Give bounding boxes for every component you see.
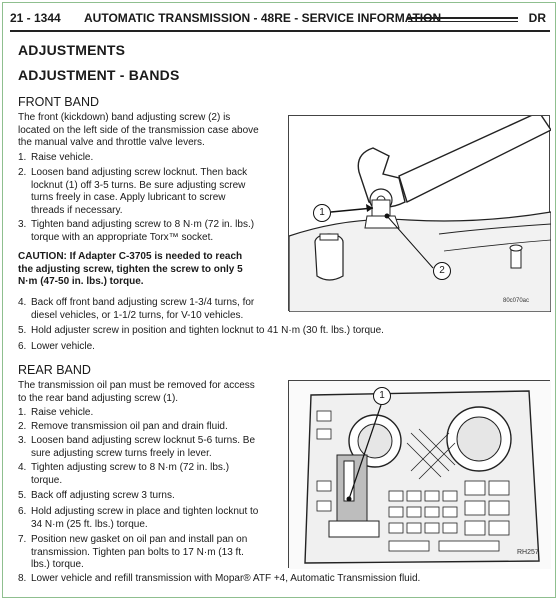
rear-step-5: 5. Back off adjusting screw 3 turns. bbox=[18, 490, 175, 501]
callout-2: 2 bbox=[433, 262, 451, 280]
front-band-intro-1: The front (kickdown) band adjusting screw (2) is bbox=[18, 112, 231, 123]
front-step-6: 6. Lower vehicle. bbox=[18, 341, 95, 352]
header-rule bbox=[408, 17, 518, 19]
caution-note: CAUTION: If Adapter C-3705 is needed to reach the adjusting screw, tighten the screw to only 5 N·m (47-50 in. lbs.) torque. bbox=[18, 251, 243, 288]
rear-step-6: 6. Hold adjusting screw in place and tighten locknut to 34 N·m (25 ft. lbs.) torque. bbox=[18, 506, 259, 530]
section-heading: ADJUSTMENTS bbox=[18, 42, 126, 58]
rear-step-3: 3. Loosen band adjusting screw locknut 5-6 turns. Be sure adjusting screw turns freely in lever. bbox=[18, 435, 256, 459]
front-step-3: 3. Tighten band adjusting screw to 8 N·m (72 in. lbs.) torque with an appropriate Torx™ socket. bbox=[18, 219, 255, 243]
front-step-4: 4. Back off front band adjusting screw 1-3/4 turns, for diesel vehicles, or 1-1/2 turns, for V-10 vehicles. bbox=[18, 297, 255, 321]
front-step-5: 5. Hold adjuster screw in position and tighten locknut to 41 N·m (30 ft. lbs.) torque. bbox=[18, 325, 384, 336]
front-band-intro-3: the manual valve and throttle valve levers. bbox=[18, 137, 205, 149]
rear-band-illustration bbox=[289, 381, 551, 569]
page-number: 21 - 1344 bbox=[10, 11, 61, 25]
rear-step-2: 2. Remove transmission oil pan and drain fluid. bbox=[18, 421, 228, 432]
header-underline bbox=[10, 30, 550, 32]
front-band-heading: FRONT BAND bbox=[18, 95, 100, 109]
rear-band-figure bbox=[288, 380, 550, 568]
figure-code: RH257 bbox=[517, 549, 539, 556]
callout-1: 1 bbox=[313, 204, 331, 222]
rear-step-7: 7. Position new gasket on oil pan and install pan on transmission. Tighten pan bolts to 17 N·m (13 ft. lbs.) torque. bbox=[18, 534, 248, 571]
figure-code: 80c070ac bbox=[503, 298, 530, 304]
rear-band-intro-1: The transmission oil pan must be removed for access bbox=[18, 380, 255, 391]
vehicle-badge: DR bbox=[528, 11, 546, 25]
rear-step-1: 1. Raise vehicle. bbox=[18, 407, 94, 418]
rear-step-4: 4. Tighten adjusting screw to 8 N·m (72 in. lbs.) torque. bbox=[18, 462, 230, 486]
rear-band-intro-2: to the rear band adjusting screw (1). bbox=[18, 392, 179, 404]
front-band-figure bbox=[288, 115, 550, 311]
front-band-intro-2: located on the left side of the transmission case above bbox=[18, 124, 259, 136]
running-header bbox=[10, 8, 550, 30]
rear-band-heading: REAR BAND bbox=[18, 363, 91, 377]
front-step-1: 1. Raise vehicle. bbox=[18, 152, 94, 163]
front-step-2: 2. Loosen band adjusting screw locknut. Then back locknut (1) off 3-5 turns. Be sure adjusting screw turns freely in case. Apply lubricant to screw threads if necessary. bbox=[18, 167, 248, 216]
rear-step-8: 8. Lower vehicle and refill transmission with Mopar® ATF +4, Automatic Transmission fluid. bbox=[18, 573, 421, 584]
callout-1: 1 bbox=[373, 387, 391, 405]
section-subheading: ADJUSTMENT - BANDS bbox=[18, 67, 180, 83]
header-title: AUTOMATIC TRANSMISSION - 48RE - SERVICE INFORMATION bbox=[84, 11, 442, 25]
header-rule-thin bbox=[408, 21, 518, 22]
